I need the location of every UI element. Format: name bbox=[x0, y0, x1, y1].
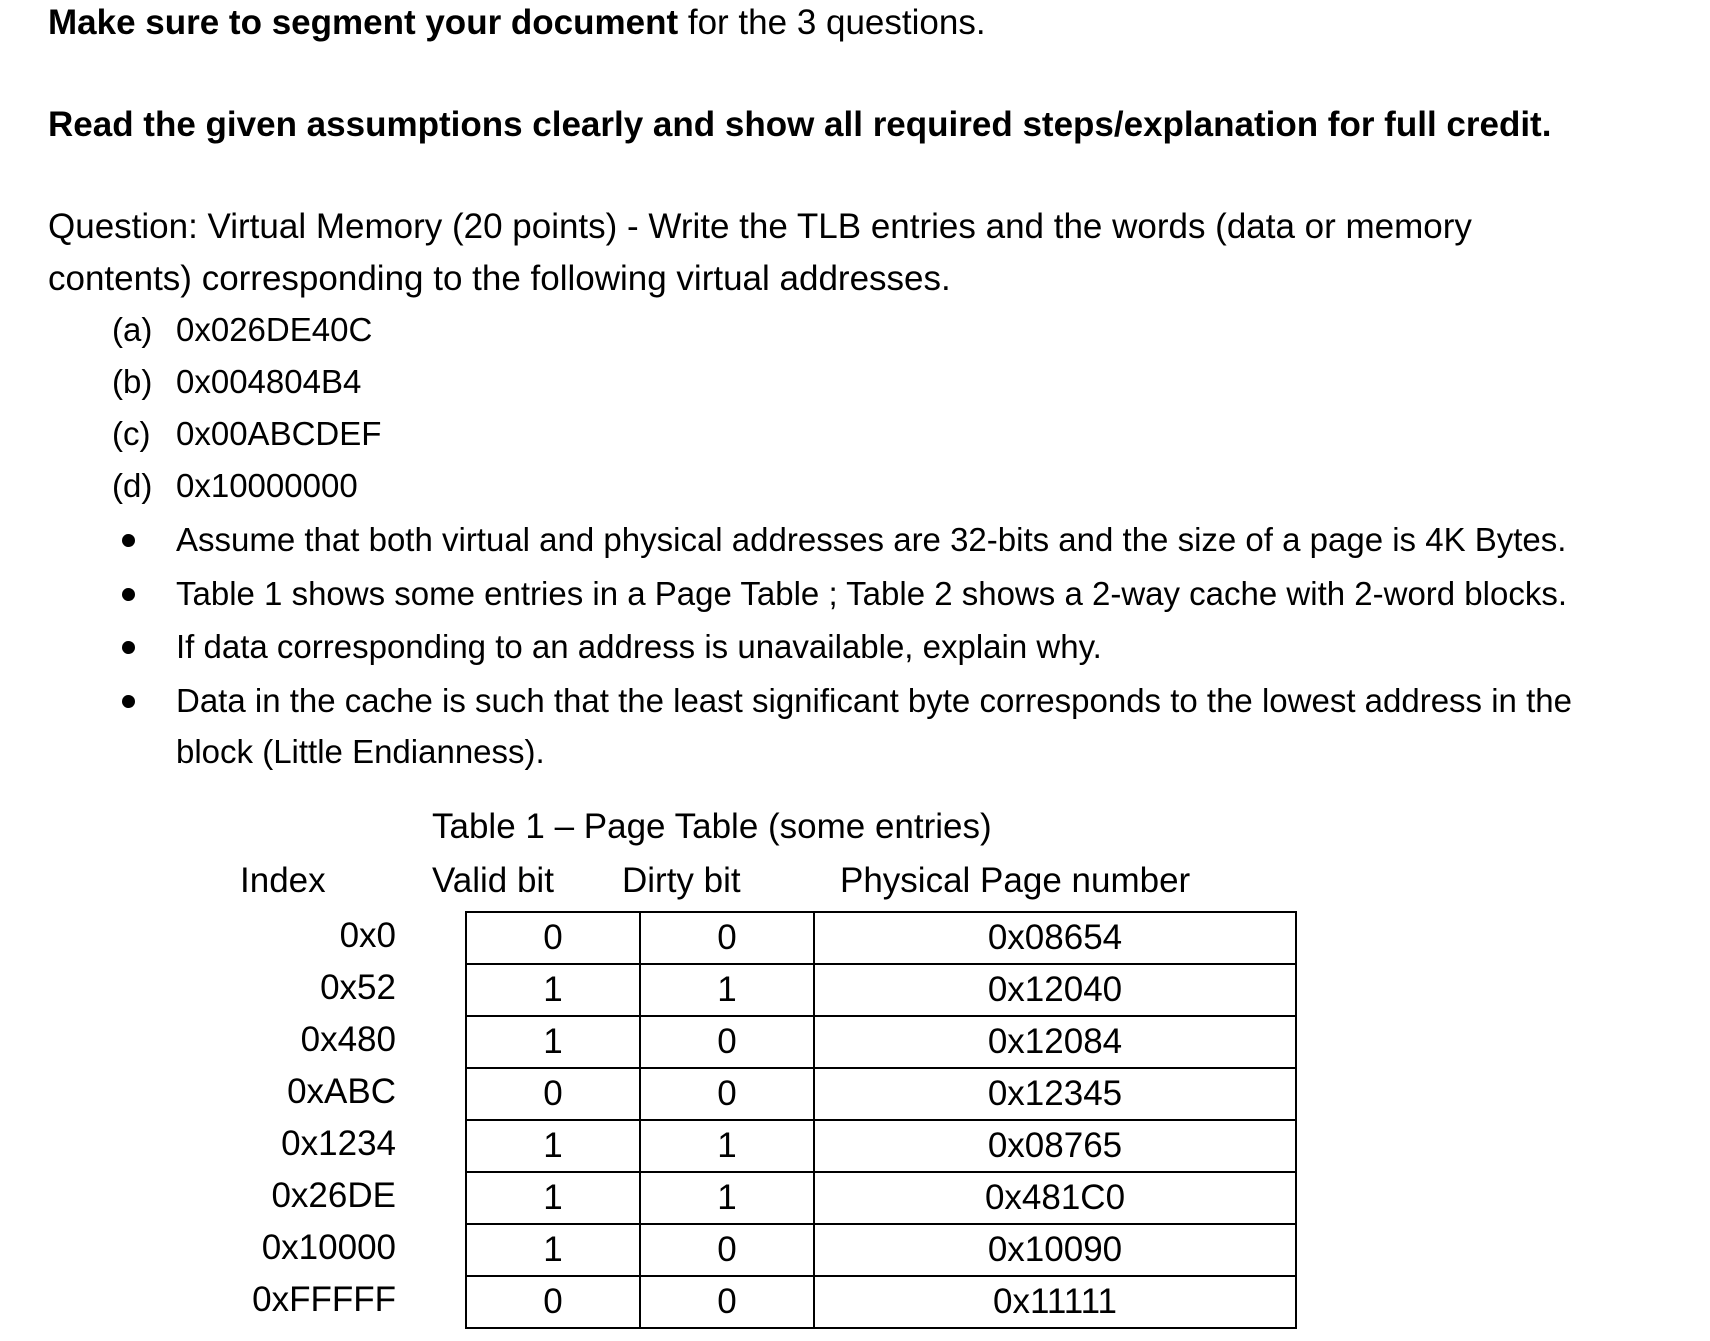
index-cell: 0x10000 bbox=[261, 1228, 396, 1267]
physical-page-cell: 0x10090 bbox=[814, 1224, 1296, 1276]
physical-page-cell: 0x12345 bbox=[814, 1068, 1296, 1120]
physical-page-cell: 0x12040 bbox=[814, 964, 1296, 1016]
address-value: 0x10000000 bbox=[176, 467, 358, 504]
dirty-bit-cell: 0 bbox=[640, 1068, 814, 1120]
valid-bit-cell: 0 bbox=[466, 1068, 640, 1120]
dirty-bit-cell: 0 bbox=[640, 1016, 814, 1068]
table-row bbox=[466, 1016, 1296, 1068]
valid-bit-cell: 1 bbox=[466, 964, 640, 1016]
physical-page-cell: 0x08654 bbox=[814, 912, 1296, 964]
valid-bit-cell: 1 bbox=[466, 1120, 640, 1172]
table-row bbox=[466, 1120, 1296, 1172]
physical-page-cell: 0x12084 bbox=[814, 1016, 1296, 1068]
address-value: 0x00ABCDEF bbox=[176, 415, 382, 452]
address-label: (b) bbox=[112, 363, 153, 400]
address-label: (a) bbox=[112, 311, 153, 348]
column-header-index: Index bbox=[240, 861, 326, 900]
index-cell: 0xABC bbox=[287, 1072, 396, 1111]
table-row bbox=[466, 1276, 1296, 1328]
bullet-icon bbox=[122, 534, 135, 547]
table-row bbox=[466, 1172, 1296, 1224]
column-header-valid: Valid bit bbox=[432, 861, 554, 900]
instruction-segment-bold: Make sure to segment your document bbox=[48, 3, 679, 42]
dirty-bit-cell: 0 bbox=[640, 912, 814, 964]
address-value: 0x004804B4 bbox=[176, 363, 362, 400]
page-table bbox=[465, 911, 1297, 1329]
instruction-segment bbox=[48, 2, 986, 44]
dirty-bit-cell: 1 bbox=[640, 1172, 814, 1224]
valid-bit-cell: 1 bbox=[466, 1016, 640, 1068]
physical-page-cell: 0x481C0 bbox=[814, 1172, 1296, 1224]
index-cell: 0x52 bbox=[320, 968, 396, 1007]
bullet-icon bbox=[122, 695, 135, 708]
physical-page-cell: 0x11111 bbox=[814, 1276, 1296, 1328]
table-caption: Table 1 – Page Table (some entries) bbox=[432, 807, 992, 846]
column-header-ppn: Physical Page number bbox=[840, 861, 1191, 900]
valid-bit-cell: 0 bbox=[466, 912, 640, 964]
dirty-bit-cell: 0 bbox=[640, 1276, 814, 1328]
valid-bit-cell: 0 bbox=[466, 1276, 640, 1328]
column-header-dirty: Dirty bit bbox=[622, 861, 741, 900]
bullet-icon bbox=[122, 641, 135, 654]
table-row bbox=[466, 1224, 1296, 1276]
bullet-icon bbox=[122, 588, 135, 601]
instruction-segment-rest: for the 3 questions. bbox=[678, 3, 986, 42]
dirty-bit-cell: 1 bbox=[640, 1120, 814, 1172]
address-label: (d) bbox=[112, 467, 153, 504]
valid-bit-cell: 1 bbox=[466, 1172, 640, 1224]
dirty-bit-cell: 0 bbox=[640, 1224, 814, 1276]
table-row bbox=[466, 1068, 1296, 1120]
assumption-item-continued: block (Little Endianness). bbox=[176, 733, 545, 770]
index-cell: 0x26DE bbox=[271, 1176, 396, 1215]
valid-bit-cell: 1 bbox=[466, 1224, 640, 1276]
table-row bbox=[466, 912, 1296, 964]
assumption-item: If data corresponding to an address is unavailable, explain why. bbox=[176, 628, 1102, 665]
index-cell: 0x480 bbox=[300, 1020, 396, 1059]
index-cell: 0xFFFFF bbox=[252, 1280, 396, 1319]
question-line-2: contents) corresponding to the following virtual addresses. bbox=[48, 259, 951, 298]
assumption-item: Table 1 shows some entries in a Page Table ; Table 2 shows a 2-way cache with 2-word blocks. bbox=[176, 575, 1568, 612]
question-line-1: Question: Virtual Memory (20 points) - Write the TLB entries and the words (data or memory bbox=[48, 207, 1472, 246]
physical-page-cell: 0x08765 bbox=[814, 1120, 1296, 1172]
address-label: (c) bbox=[112, 415, 151, 452]
table-row bbox=[466, 964, 1296, 1016]
index-cell: 0x0 bbox=[339, 916, 396, 955]
address-value: 0x026DE40C bbox=[176, 311, 373, 348]
index-cell: 0x1234 bbox=[281, 1124, 396, 1163]
instruction-read-assumptions: Read the given assumptions clearly and show all required steps/explanation for full credit. bbox=[48, 105, 1552, 144]
assumption-item: Data in the cache is such that the least significant byte corresponds to the lowest address in the bbox=[176, 682, 1572, 719]
assumption-item: Assume that both virtual and physical addresses are 32-bits and the size of a page is 4K Bytes. bbox=[176, 521, 1567, 558]
dirty-bit-cell: 1 bbox=[640, 964, 814, 1016]
